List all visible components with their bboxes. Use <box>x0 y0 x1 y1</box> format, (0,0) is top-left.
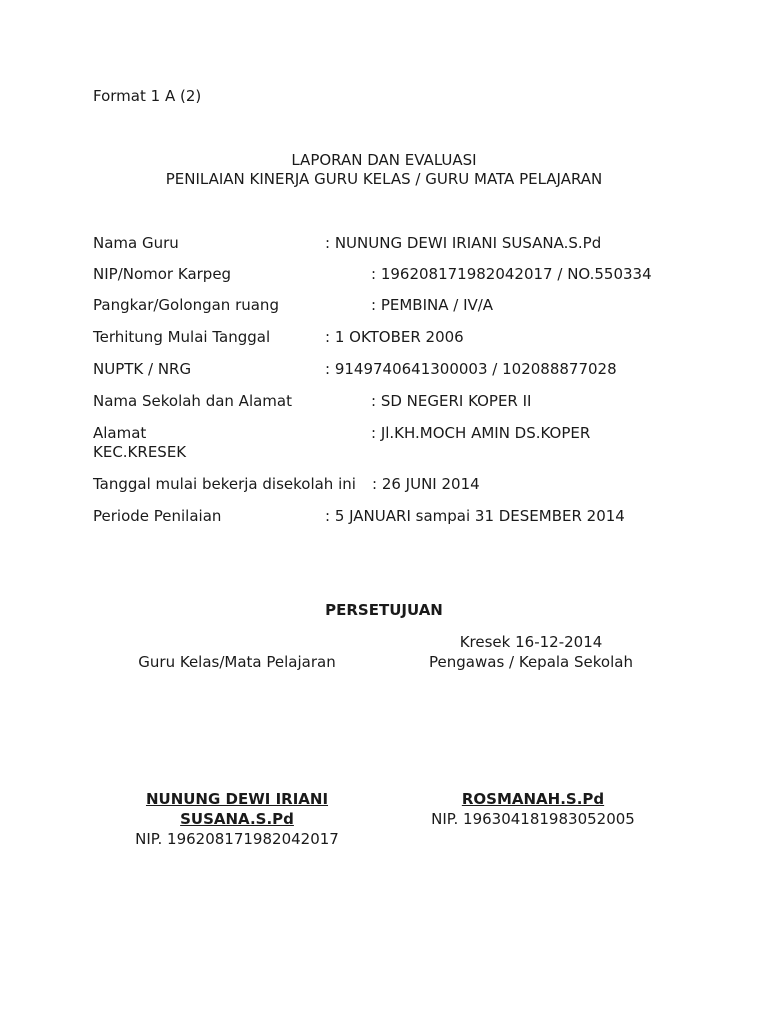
field-label: NIP/Nomor Karpeg <box>93 265 232 283</box>
field-value: : PEMBINA / IV/A <box>371 296 494 314</box>
field-value: : 26 JUNI 2014 <box>372 475 480 493</box>
field-label: NUPTK / NRG <box>93 360 192 378</box>
field-value: : 9149740641300003 / 102088877028 <box>325 360 617 378</box>
approval-heading: PERSETUJUAN <box>325 601 443 619</box>
field-value-continuation: KEC.KRESEK <box>93 443 187 461</box>
title-line-1: LAPORAN DAN EVALUASI <box>291 151 477 169</box>
right-signer-role: Pengawas / Kepala Sekolah <box>429 653 633 671</box>
place-date: Kresek 16-12-2014 <box>459 633 603 651</box>
left-signer-name-line-2: SUSANA.S.Pd <box>180 810 294 828</box>
field-label: Tanggal mulai bekerja disekolah ini <box>93 475 356 493</box>
right-signer-name: ROSMANAH.S.Pd <box>461 790 605 808</box>
field-value: : 196208171982042017 / NO.550334 <box>371 265 652 283</box>
field-label: Nama Guru <box>93 234 179 252</box>
field-label: Terhitung Mulai Tanggal <box>93 328 271 346</box>
field-value: : SD NEGERI KOPER II <box>371 392 532 410</box>
field-label: Nama Sekolah dan Alamat <box>93 392 292 410</box>
title-line-2: PENILAIAN KINERJA GURU KELAS / GURU MATA PELAJARAN <box>165 170 603 188</box>
left-signer-nip: NIP. 196208171982042017 <box>135 830 339 848</box>
field-value: : Jl.KH.MOCH AMIN DS.KOPER <box>371 424 591 442</box>
left-signer-name-line-1: NUNUNG DEWI IRIANI <box>145 790 329 808</box>
field-value: : 5 JANUARI sampai 31 DESEMBER 2014 <box>325 507 625 525</box>
right-signer-nip: NIP. 196304181983052005 <box>431 810 635 828</box>
field-value: : NUNUNG DEWI IRIANI SUSANA.S.Pd <box>325 234 602 252</box>
left-signer-role: Guru Kelas/Mata Pelajaran <box>138 653 336 671</box>
field-label: Pangkar/Golongan ruang <box>93 296 279 314</box>
format-label: Format 1 A (2) <box>93 87 202 105</box>
field-label: Periode Penilaian <box>93 507 222 525</box>
field-label: Alamat <box>93 424 147 442</box>
field-value: : 1 OKTOBER 2006 <box>325 328 464 346</box>
